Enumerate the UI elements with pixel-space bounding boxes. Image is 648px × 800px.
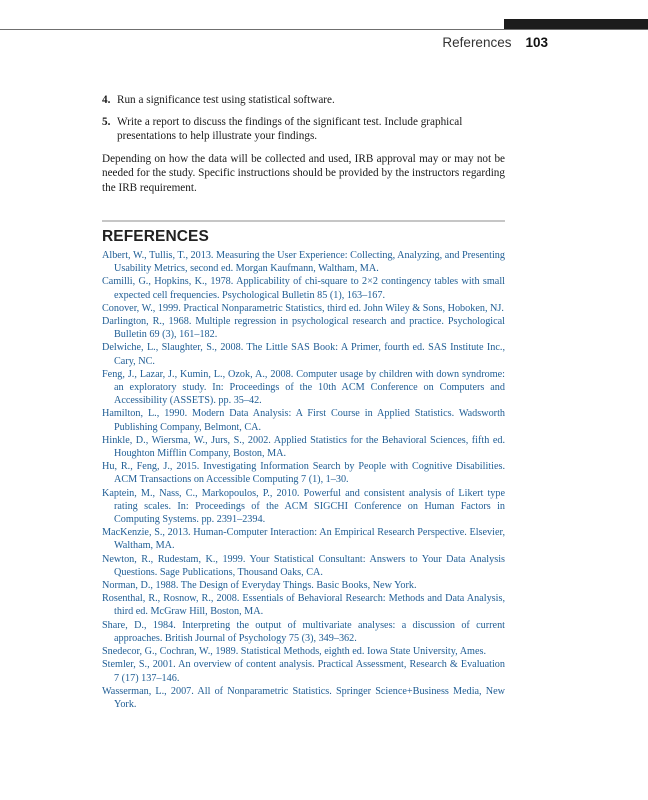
reference-entry: Feng, J., Lazar, J., Kumin, L., Ozok, A., 2008. Computer usage by children with down syndrome: an exploratory study. In: Proceedings of the 10th ACM Conference on Computers and Accessibility (ASSETS). pp. 35–42. [102, 368, 505, 407]
reference-entry: Norman, D., 1988. The Design of Everyday Things. Basic Books, New York. [102, 580, 417, 592]
reference-entry: Darlington, R., 1968. Multiple regression in psychological research and practice. Psychological Bulletin 69 (3), 161–182. [102, 316, 505, 341]
reference-entry: Share, D., 1984. Interpreting the output of multivariate analyses: a discussion of current approaches. British Journal of Psychology 75 (3), 349–362. [102, 619, 505, 644]
references-heading: REFERENCES [102, 228, 209, 245]
exercise-steps [102, 93, 505, 144]
page-body [102, 93, 505, 711]
reference-entry: MacKenzie, S., 2013. Human-Computer Interaction: An Empirical Research Perspective. Elsevier, Waltham, MA. [102, 527, 505, 552]
section-divider [102, 220, 505, 222]
reference-entry: Snedecor, G., Cochran, W., 1989. Statistical Methods, eighth ed. Iowa State University, Ames. [102, 646, 487, 658]
reference-entry: Hamilton, L., 1990. Modern Data Analysis: A First Course in Applied Statistics. Wadsworth Publishing Company, Belmont, CA. [102, 408, 505, 433]
reference-entry: Wasserman, L., 2007. All of Nonparametric Statistics. Springer Science+Business Media, New York. [102, 685, 505, 710]
reference-entry: Rosenthal, R., Rosnow, R., 2008. Essentials of Behavioral Research: Methods and Data Analysis, third ed. McGraw Hill, Boston, MA. [102, 593, 505, 618]
reference-entry: Newton, R., Rudestam, K., 1999. Your Statistical Consultant: Answers to Your Data Analysis Questions. Sage Publications, Thousand Oaks, CA. [102, 553, 505, 578]
reference-entry: Camilli, G., Hopkins, K., 1978. Applicability of chi-square to 2×2 contingency tables with small expected cell frequencies. Psychological Bulletin 85 (1), 163–167. [102, 276, 505, 301]
running-head [442, 35, 548, 50]
reference-list [102, 249, 505, 711]
reference-entry: Albert, W., Tullis, T., 2013. Measuring the User Experience: Collecting, Analyzing, and Presenting Usability Metrics, second ed. Morgan Kaufmann, Waltham, MA. [102, 250, 505, 275]
irb-paragraph: Depending on how the data will be collected and used, IRB approval may or may not be needed for the study. Specific instructions should be provided by the instructors regarding the IRB requirement. [102, 152, 505, 194]
step-text: Run a significance test using statistical software. [117, 94, 335, 106]
reference-entry: Conover, W., 1999. Practical Nonparametric Statistics, third ed. John Wiley & Sons, Hoboken, NJ. [102, 302, 504, 314]
reference-entry: Kaptein, M., Nass, C., Markopoulos, P., 2010. Powerful and consistent analysis of Likert type rating scales. In: Proceedings of the ACM SIGCHI Conference on Human Factors in Computing Systems. pp. 2391–2394. [102, 487, 505, 526]
step-number: 5. [102, 115, 111, 128]
running-title: References [442, 35, 512, 50]
reference-entry: Stemler, S., 2001. An overview of content analysis. Practical Assessment, Research & Evaluation 7 (17) 137–146. [102, 659, 505, 684]
page-number: 103 [525, 35, 548, 50]
reference-entry: Delwiche, L., Slaughter, S., 2008. The Little SAS Book: A Primer, fourth ed. SAS Institute Inc., Cary, NC. [102, 342, 505, 367]
reference-entry: Hinkle, D., Wiersma, W., Jurs, S., 2002. Applied Statistics for the Behavioral Sciences, fifth ed. Houghton Mifflin Company, Boston, MA. [102, 434, 505, 460]
step-number: 4. [102, 94, 111, 106]
step-item [102, 93, 505, 108]
step-item [102, 115, 505, 144]
header-rule [0, 29, 648, 30]
step-text: Write a report to discuss the findings of the significant test. Include graphical presentations to help illustrate your findings. [117, 115, 463, 142]
reference-entry: Hu, R., Feng, J., 2015. Investigating Information Search by People with Cognitive Disabilities. ACM Transactions on Accessible Computing 7 (1), 1–30. [102, 461, 505, 486]
